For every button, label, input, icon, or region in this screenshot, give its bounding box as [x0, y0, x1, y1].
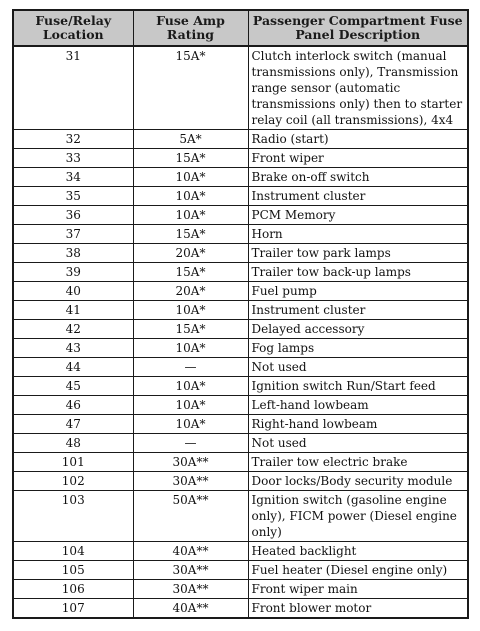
- table-row: [13, 580, 468, 599]
- location-cell: 102: [13, 472, 133, 491]
- description-cell: Front blower motor: [248, 599, 468, 619]
- location-cell: 31: [13, 46, 133, 130]
- description-cell: Door locks/Body security module: [248, 472, 468, 491]
- table-row: [13, 225, 468, 244]
- location-cell: 107: [13, 599, 133, 619]
- description-cell: Radio (start): [248, 130, 468, 149]
- table-row: [13, 206, 468, 225]
- table-row: [13, 599, 468, 619]
- location-cell: 46: [13, 396, 133, 415]
- description-cell: Horn: [248, 225, 468, 244]
- description-cell: PCM Memory: [248, 206, 468, 225]
- table-row: [13, 168, 468, 187]
- table-row: [13, 149, 468, 168]
- table-row: [13, 434, 468, 453]
- table-row: [13, 130, 468, 149]
- rating-cell: 10A*: [133, 415, 248, 434]
- rating-cell: 30A**: [133, 580, 248, 599]
- location-cell: 45: [13, 377, 133, 396]
- header-description: Passenger Compartment Fuse Panel Description: [248, 10, 468, 46]
- description-cell: Instrument cluster: [248, 187, 468, 206]
- description-cell: Instrument cluster: [248, 301, 468, 320]
- rating-cell: 30A**: [133, 453, 248, 472]
- description-cell: Brake on-off switch: [248, 168, 468, 187]
- table-row: [13, 282, 468, 301]
- description-cell: Delayed accessory: [248, 320, 468, 339]
- table-body: [13, 46, 468, 618]
- fuse-panel-document: [12, 9, 467, 619]
- rating-cell: 15A*: [133, 225, 248, 244]
- location-cell: 37: [13, 225, 133, 244]
- location-cell: 104: [13, 542, 133, 561]
- location-cell: 33: [13, 149, 133, 168]
- rating-cell: 30A**: [133, 561, 248, 580]
- table-row: [13, 46, 468, 130]
- rating-cell: 10A*: [133, 396, 248, 415]
- location-cell: 106: [13, 580, 133, 599]
- description-cell: Right-hand lowbeam: [248, 415, 468, 434]
- rating-cell: —: [133, 358, 248, 377]
- location-cell: 32: [13, 130, 133, 149]
- location-cell: 105: [13, 561, 133, 580]
- location-cell: 34: [13, 168, 133, 187]
- table-row: [13, 358, 468, 377]
- description-cell: Heated backlight: [248, 542, 468, 561]
- rating-cell: 30A**: [133, 472, 248, 491]
- table-row: [13, 542, 468, 561]
- rating-cell: 15A*: [133, 320, 248, 339]
- description-cell: Not used: [248, 434, 468, 453]
- location-cell: 101: [13, 453, 133, 472]
- rating-cell: 10A*: [133, 301, 248, 320]
- description-cell: Not used: [248, 358, 468, 377]
- rating-cell: 15A*: [133, 263, 248, 282]
- rating-cell: 10A*: [133, 168, 248, 187]
- rating-cell: 50A**: [133, 491, 248, 542]
- rating-cell: 10A*: [133, 377, 248, 396]
- location-cell: 44: [13, 358, 133, 377]
- rating-cell: 10A*: [133, 206, 248, 225]
- header-location: Fuse/Relay Location: [13, 10, 133, 46]
- location-cell: 39: [13, 263, 133, 282]
- table-row: [13, 415, 468, 434]
- location-cell: 35: [13, 187, 133, 206]
- table-row: [13, 561, 468, 580]
- table-row: [13, 263, 468, 282]
- description-cell: Fuel pump: [248, 282, 468, 301]
- location-cell: 41: [13, 301, 133, 320]
- location-cell: 38: [13, 244, 133, 263]
- rating-cell: —: [133, 434, 248, 453]
- rating-cell: 20A*: [133, 282, 248, 301]
- description-cell: Fog lamps: [248, 339, 468, 358]
- description-cell: Ignition switch (gasoline engine only), FICM power (Diesel engine only): [248, 491, 468, 542]
- table-row: [13, 244, 468, 263]
- location-cell: 103: [13, 491, 133, 542]
- rating-cell: 10A*: [133, 339, 248, 358]
- table-row: [13, 396, 468, 415]
- table-row: [13, 320, 468, 339]
- rating-cell: 10A*: [133, 187, 248, 206]
- table-row: [13, 491, 468, 542]
- table-row: [13, 453, 468, 472]
- location-cell: 43: [13, 339, 133, 358]
- description-cell: Front wiper main: [248, 580, 468, 599]
- description-cell: Clutch interlock switch (manual transmissions only), Transmission range sensor (automatic transmissions only) then to starter relay coil (all transmissions), 4x4: [248, 46, 468, 130]
- description-cell: Left-hand lowbeam: [248, 396, 468, 415]
- rating-cell: 5A*: [133, 130, 248, 149]
- description-cell: Fuel heater (Diesel engine only): [248, 561, 468, 580]
- header-row: [13, 10, 468, 46]
- location-cell: 36: [13, 206, 133, 225]
- table-row: [13, 301, 468, 320]
- rating-cell: 15A*: [133, 46, 248, 130]
- description-cell: Trailer tow park lamps: [248, 244, 468, 263]
- rating-cell: 20A*: [133, 244, 248, 263]
- fuse-table: [12, 9, 469, 619]
- rating-cell: 40A**: [133, 542, 248, 561]
- description-cell: Front wiper: [248, 149, 468, 168]
- description-cell: Ignition switch Run/Start feed: [248, 377, 468, 396]
- location-cell: 42: [13, 320, 133, 339]
- table-row: [13, 472, 468, 491]
- description-cell: Trailer tow back-up lamps: [248, 263, 468, 282]
- table-row: [13, 377, 468, 396]
- rating-cell: 40A**: [133, 599, 248, 619]
- rating-cell: 15A*: [133, 149, 248, 168]
- location-cell: 40: [13, 282, 133, 301]
- table-row: [13, 187, 468, 206]
- location-cell: 47: [13, 415, 133, 434]
- table-row: [13, 339, 468, 358]
- location-cell: 48: [13, 434, 133, 453]
- description-cell: Trailer tow electric brake: [248, 453, 468, 472]
- header-rating: Fuse Amp Rating: [133, 10, 248, 46]
